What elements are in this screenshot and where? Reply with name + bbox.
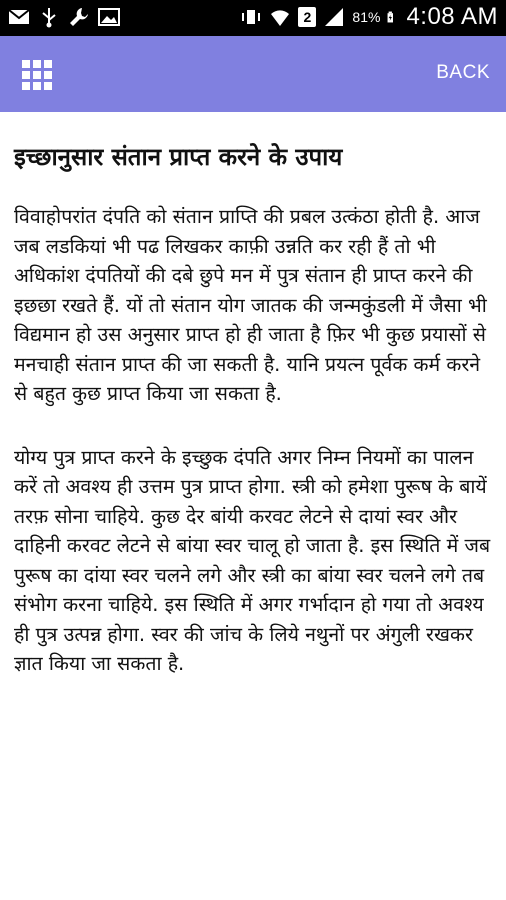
- article-content: [14, 140, 494, 713]
- signal-icon: [323, 6, 345, 28]
- article-paragraph-2: योग्य पुत्र प्राप्त करने के इच्छुक दंपति अगर निम्न नियमों का पालन करें तो अवश्य ही उत्तम पुत्र प्राप्त होगा. स्त्री को हमेशा पुरूष के बायें तरफ़ सोना चाहिये. कुछ देर बांयी करवट लेटने से दायां स्वर और दाहिनी करवट लेटने से बांया स्वर चालू हो जाता है. इस स्थिति में जब पुरूष का दांया स्वर चलने लगे और स्त्री का बांया स्वर चलने लगे तब संभोग करना चाहिये. इस स्थिति में अगर गर्भादान हो गया तो अवश्य ही पुत्र उत्पन्न होगा. स्वर की जांच के लिये नथुनों पर अंगुली रखकर ज्ञात किया जा सकता है.: [14, 445, 491, 675]
- vibrate-icon: [240, 6, 262, 28]
- battery-percent: 81%: [352, 9, 381, 25]
- status-bar: [0, 0, 506, 36]
- image-icon: [98, 6, 120, 28]
- status-right-icons: [240, 3, 498, 31]
- grid-icon[interactable]: [20, 58, 54, 92]
- app-bar: [0, 36, 506, 112]
- clock: 4:08 AM: [406, 3, 498, 30]
- sim-indicator: 2: [298, 7, 316, 27]
- usb-icon: [38, 6, 60, 28]
- status-left-icons: [8, 6, 120, 28]
- article-paragraph-1: विवाहोपरांत दंपति को संतान प्राप्ति की प्रबल उत्कंठा होती है. आज जब लडकियां भी पढ लिखकर काफ़ी उन्नति कर रही हैं तो भी अधिकांश दंपतियों की दबे छुपे मन में पुत्र संतान ही प्राप्त करने की इछछा रखते हैं. यों तो संतान योग जातक की जन्मकुंडली में जैसा भी विद्यमान हो उस अनुसार प्राप्त हो ही जाता है फ़िर भी कुछ प्रयासों से मनचाही संतान प्राप्त की जा सकती है. यानि प्रयत्न पूर्वक कर्म करने से बहुत कुछ प्राप्त किया जा सकता है.: [14, 205, 487, 405]
- wifi-icon: [269, 6, 291, 28]
- article-title: इच्छानुसार संतान प्राप्त करने के उपाय: [14, 143, 343, 171]
- mail-icon: [8, 6, 30, 28]
- battery-charging-icon: [387, 6, 399, 28]
- wrench-icon: [68, 6, 90, 28]
- back-button[interactable]: BACK: [436, 62, 490, 83]
